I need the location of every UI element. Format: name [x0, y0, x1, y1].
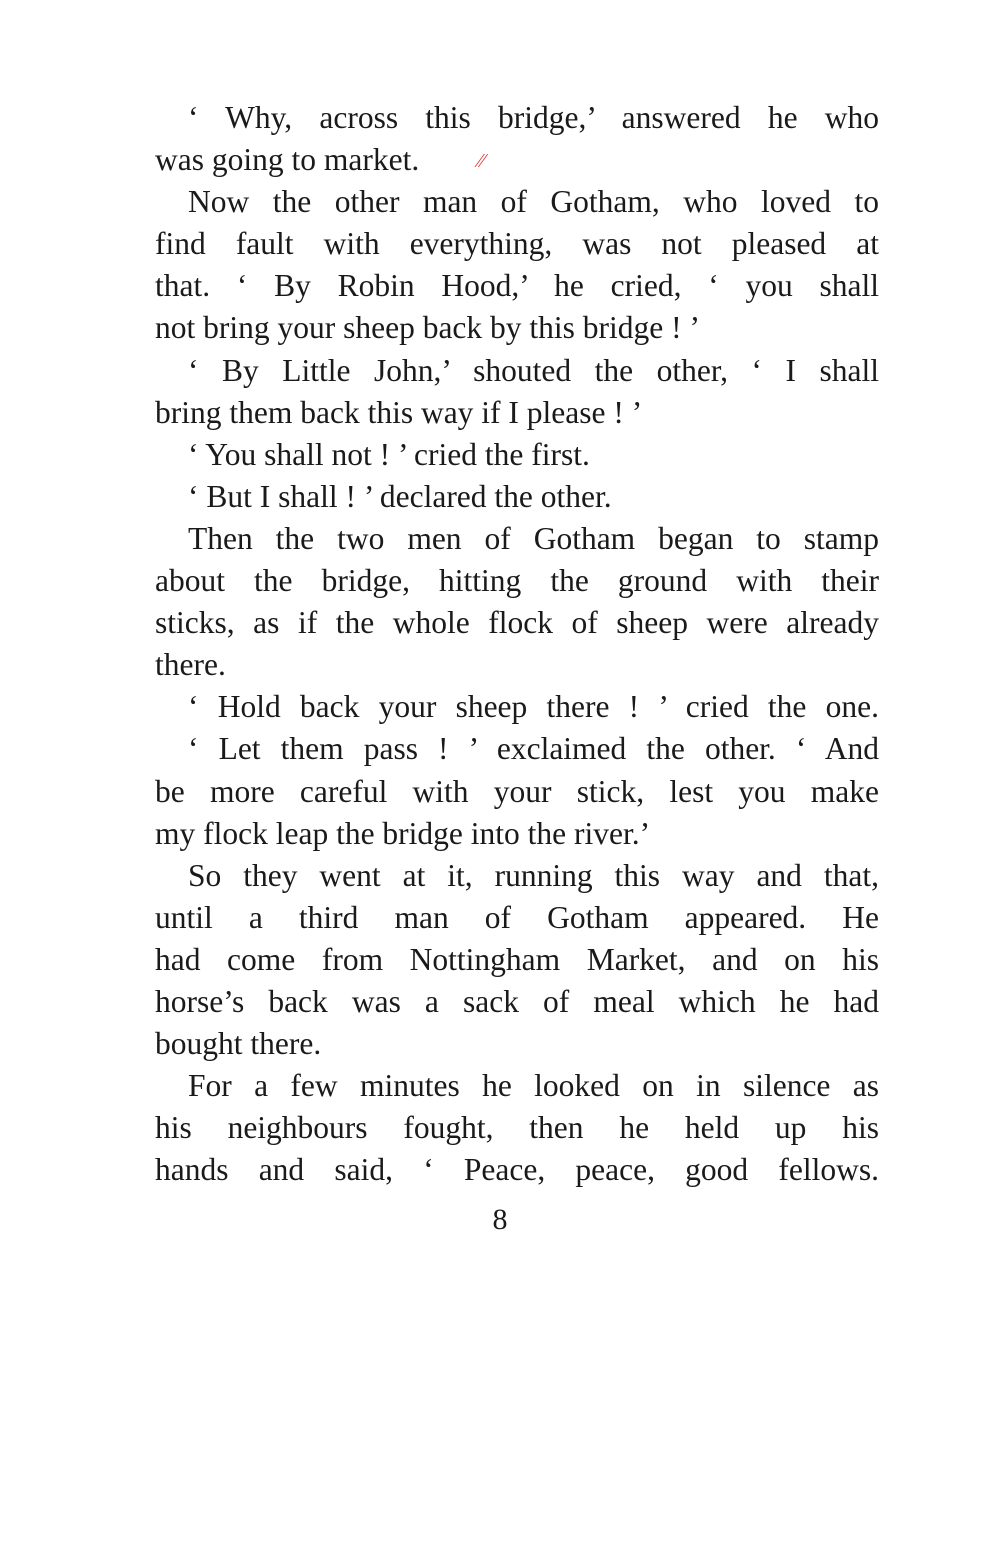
text-line: bring them back this way if I please ! ’	[155, 394, 643, 430]
paragraph	[155, 518, 879, 686]
text-line: ‘ Let them pass ! ’ exclaimed the other. ‘ And	[188, 731, 879, 767]
text-line: his neighbours fought, then he held up his	[155, 1110, 879, 1146]
text-line: there.	[155, 647, 226, 683]
text-line: had come from Nottingham Market, and on his	[155, 941, 879, 977]
text-line: sticks, as if the whole flock of sheep were already	[155, 605, 879, 641]
paragraph	[155, 434, 879, 476]
paragraph	[155, 97, 879, 181]
text-line: my flock leap the bridge into the river.’	[155, 815, 651, 851]
pencil-mark-decoration: ⁄⁄	[478, 150, 485, 172]
paragraph	[155, 181, 879, 349]
paragraph	[155, 855, 879, 1065]
text-line: was going to market.	[155, 142, 420, 178]
text-line: find fault with everything, was not pleased at	[155, 226, 879, 262]
paragraph	[155, 350, 879, 434]
text-line: Then the two men of Gotham began to stamp	[188, 520, 879, 556]
text-line: until a third man of Gotham appeared. He	[155, 899, 879, 935]
paragraph	[155, 1065, 879, 1191]
page-body	[155, 97, 879, 1191]
paragraph	[155, 728, 879, 854]
text-line: ‘ Hold back your sheep there ! ’ cried the one.	[188, 689, 879, 725]
text-line: about the bridge, hitting the ground with their	[155, 563, 879, 599]
text-line: ‘ Why, across this bridge,’ answered he who	[188, 100, 879, 135]
text-line: ‘ You shall not ! ’ cried the first.	[188, 436, 590, 472]
text-line: be more careful with your stick, lest you make	[155, 773, 879, 809]
text-line: that. ‘ By Robin Hood,’ he cried, ‘ you shall	[155, 268, 879, 304]
text-line: Now the other man of Gotham, who loved to	[188, 184, 879, 220]
text-line: bought there.	[155, 1026, 322, 1062]
text-line: For a few minutes he looked on in silence as	[188, 1068, 879, 1104]
text-line: hands and said, ‘ Peace, peace, good fellows.	[155, 1152, 879, 1188]
page-number: 8	[492, 1203, 508, 1236]
paragraph	[155, 686, 879, 728]
paragraph	[155, 476, 879, 518]
text-line: So they went at it, running this way and that,	[188, 857, 879, 893]
text-line: ‘ But I shall ! ’ declared the other.	[188, 478, 612, 514]
text-line: not bring your sheep back by this bridge ! ’	[155, 310, 701, 346]
text-line: horse’s back was a sack of meal which he had	[155, 983, 879, 1019]
text-line: ‘ By Little John,’ shouted the other, ‘ I shall	[188, 352, 879, 388]
